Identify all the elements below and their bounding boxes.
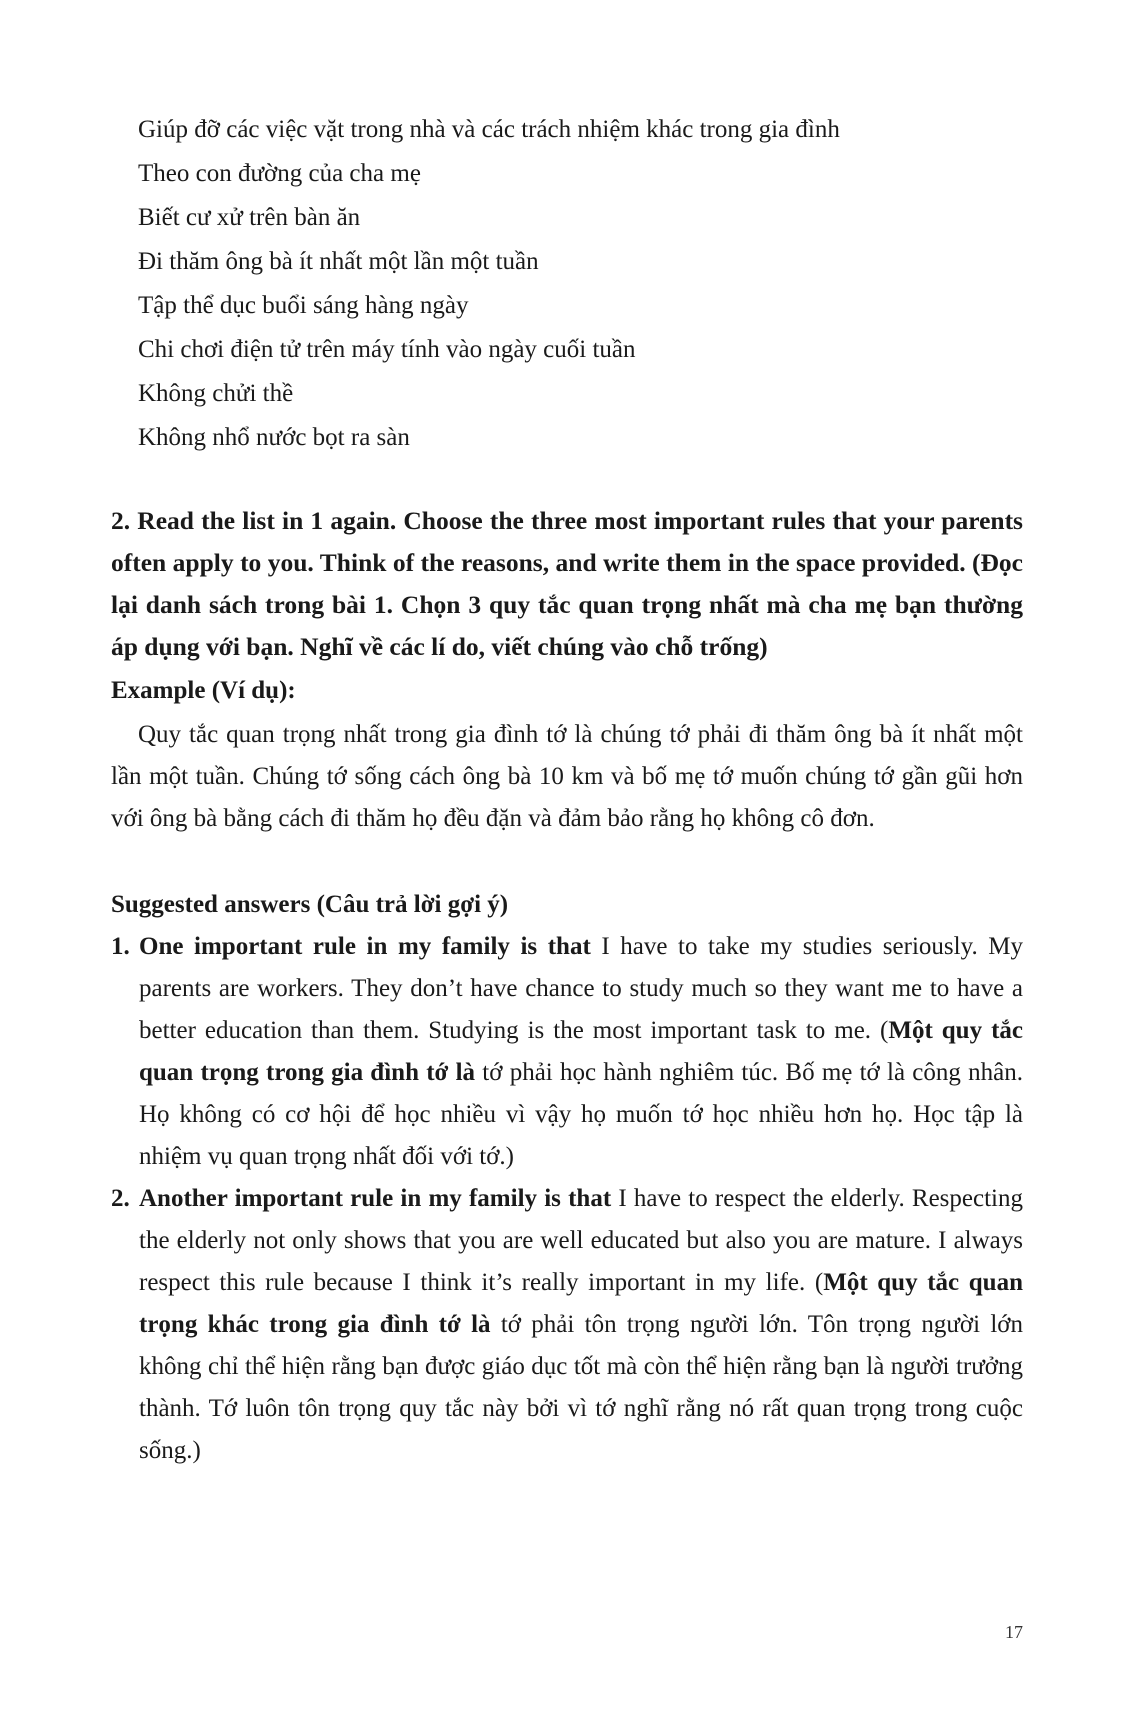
- answer-text-en: I have to take my studies seriously. My parents are workers. They don’t have chance to study much so they want me to have a better education than them. Studying is the most important task to me. (: [139, 933, 1023, 1044]
- rules-list: [138, 108, 840, 460]
- list-item: Biết cư xử trên bàn ăn: [138, 204, 361, 231]
- suggested-answers-heading: Suggested answers (Câu trả lời gợi ý): [111, 891, 509, 918]
- answer-item: [111, 1178, 1023, 1472]
- answer-text-en: I have to respect the elderly. Respecting the elderly not only shows that you are well educated but also you are mature. I always respect this rule because I think it’s really important in my life. (: [139, 1185, 1023, 1296]
- answer-lead-vi: Một quy tắc quan trọng trong gia đình tớ là: [139, 1017, 1023, 1086]
- task-instruction: 2. Read the list in 1 again. Choose the three most important rules that your parents often apply to you. Think of the reasons, and write them in the space provided. (Đọc lại danh sách trong bài 1. Chọn 3 quy tắc quan trọng nhất mà cha mẹ bạn thường áp dụng với bạn. Nghĩ về các lí do, viết chúng vào chỗ trống): [111, 506, 1023, 661]
- list-item: Tập thể dục buổi sáng hàng ngày: [138, 292, 469, 319]
- page-number: 17: [1005, 1622, 1023, 1642]
- answer-item: [111, 926, 1023, 1178]
- list-item: Không nhổ nước bọt ra sàn: [138, 424, 410, 451]
- answer-lead-vi: Một quy tắc quan trọng khác trong gia đình tớ là: [139, 1269, 1023, 1338]
- answer-lead-en: One important rule in my family is that: [139, 933, 591, 960]
- list-item: Không chửi thề: [138, 380, 294, 407]
- list-item: Theo con đường của cha mẹ: [138, 160, 421, 187]
- answer-text-vi: tớ phải tôn trọng người lớn. Tôn trọng người lớn không chỉ thể hiện rằng bạn được giáo dục tốt mà còn thể hiện rằng bạn là người trưởng thành. Tớ luôn tôn trọng quy tắc này bởi vì tớ nghĩ rằng nó rất quan trọng trong cuộc sống.): [139, 1311, 1023, 1464]
- example-paragraph: Quy tắc quan trọng nhất trong gia đình tớ là chúng tớ phải đi thăm ông bà ít nhất một lần một tuần. Chúng tớ sống cách ông bà 10 km và bố mẹ tớ muốn chúng tớ gần gũi hơn với ông bà bằng cách đi thăm họ đều đặn và đảm bảo rằng họ không cô đơn.: [111, 721, 1023, 832]
- answer-number: 2.: [111, 1185, 130, 1212]
- answer-number: 1.: [111, 933, 130, 960]
- suggested-answers-list: [111, 926, 1023, 1472]
- list-item: Chi chơi điện tử trên máy tính vào ngày cuối tuần: [138, 336, 636, 363]
- example-heading: Example (Ví dụ):: [111, 677, 296, 704]
- answer-lead-en: Another important rule in my family is that: [139, 1185, 612, 1212]
- list-item: Giúp đỡ các việc vặt trong nhà và các trách nhiệm khác trong gia đình: [138, 116, 840, 143]
- answer-text-vi: tớ phải học hành nghiêm túc. Bố mẹ tớ là công nhân. Họ không có cơ hội để học nhiều vì vậy họ muốn tớ học nhiều hơn họ. Học tập là nhiệm vụ quan trọng nhất đối với tớ.): [139, 1059, 1023, 1170]
- list-item: Đi thăm ông bà ít nhất một lần một tuần: [138, 248, 539, 275]
